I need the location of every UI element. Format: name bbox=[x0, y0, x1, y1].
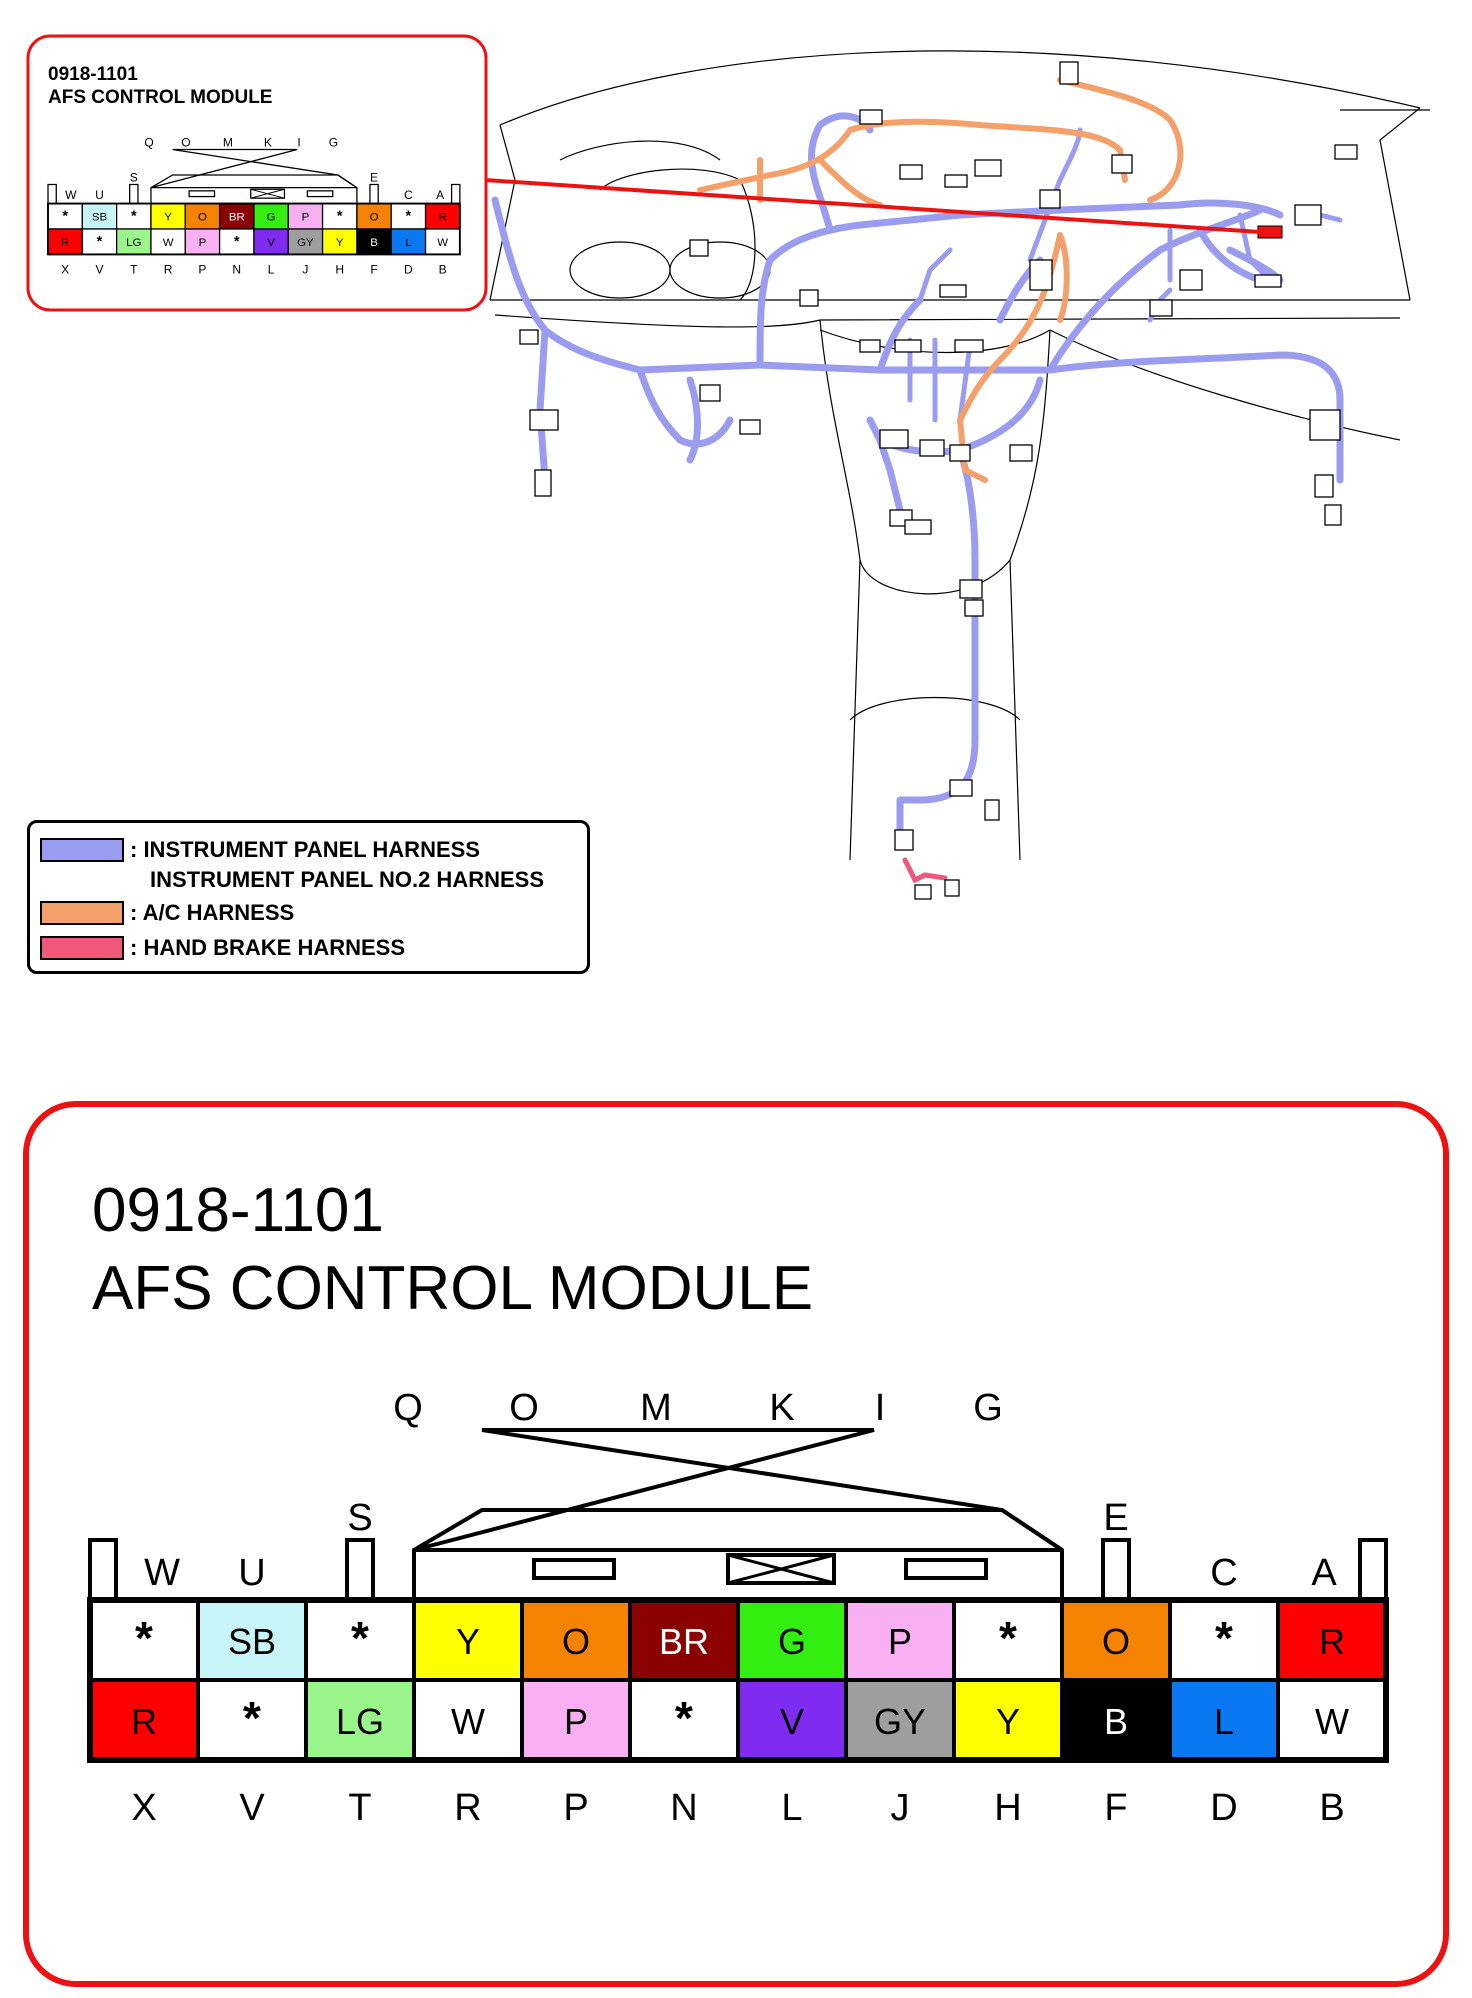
inset-pin-letter-top: Q bbox=[144, 135, 154, 150]
inset-lock-tab-cross bbox=[251, 189, 285, 198]
inset-pin-letter-top: A bbox=[436, 187, 445, 202]
main-pin-code-top: R bbox=[1319, 1621, 1345, 1662]
main-pin-letter-top: K bbox=[769, 1387, 795, 1429]
main-pin-letter-top: W bbox=[144, 1552, 180, 1594]
inset-pin-code-top: P bbox=[301, 211, 310, 224]
main-lock-tab-cross bbox=[728, 1555, 834, 1583]
inset-pin-code-top: * bbox=[405, 208, 412, 225]
legend-swatch-ac bbox=[40, 901, 124, 925]
main-pin-code-bottom: GY bbox=[873, 1701, 927, 1742]
main-pin-code-bottom: W bbox=[1315, 1701, 1349, 1742]
inset-pin-code-bottom: R bbox=[61, 237, 70, 250]
legend-label-ac: : A/C HARNESS bbox=[130, 900, 295, 925]
main-pin-code-top: G bbox=[777, 1621, 807, 1662]
main-pin-code-top: SB bbox=[227, 1621, 277, 1662]
main-guide-post bbox=[1360, 1540, 1386, 1600]
main-guide-post bbox=[90, 1540, 116, 1600]
inset-pin-code-bottom: LG bbox=[126, 237, 142, 250]
ac-harness-lines bbox=[700, 80, 1180, 480]
main-pin-letter-top: C bbox=[1210, 1552, 1238, 1594]
inset-pin-letter-bottom: B bbox=[438, 262, 447, 277]
main-pin-code-top: * bbox=[999, 1612, 1017, 1664]
inset-pin-letter-top: U bbox=[95, 187, 104, 202]
inset-pin-code-bottom: GY bbox=[297, 237, 314, 250]
inset-pin-code-top: R bbox=[438, 211, 447, 224]
legend-item-instrument-panel bbox=[40, 837, 480, 863]
main-pin-letter-bottom: B bbox=[1319, 1787, 1345, 1829]
main-pin-letter-bottom: F bbox=[1104, 1787, 1128, 1829]
main-connector-housing bbox=[414, 1430, 1062, 1600]
main-pin-letter-top: A bbox=[1311, 1552, 1337, 1594]
main-latch-slot-left bbox=[534, 1560, 614, 1578]
main-pin-letter-bottom: V bbox=[239, 1787, 265, 1829]
main-pin-code-top: P bbox=[887, 1621, 913, 1662]
hand-brake-harness-line bbox=[905, 860, 945, 880]
inset-pin-letter-bottom: H bbox=[335, 262, 345, 277]
inset-latch-slot-left bbox=[189, 191, 214, 197]
inset-pin-letter-bottom: R bbox=[163, 262, 173, 277]
inset-pin-letter-bottom: P bbox=[198, 262, 207, 277]
inset-pin-code-top: O bbox=[369, 211, 379, 224]
inset-pin-code-bottom: V bbox=[267, 237, 275, 250]
main-pin-letter-top: M bbox=[640, 1387, 672, 1429]
main-pin-code-bottom: W bbox=[451, 1701, 485, 1742]
inset-pin-code-bottom: W bbox=[162, 237, 174, 250]
main-pin-letter-bottom: R bbox=[454, 1787, 482, 1829]
main-pin-code-top: * bbox=[1215, 1612, 1233, 1664]
inset-pin-letter-bottom: X bbox=[61, 262, 70, 277]
main-pin-code-bottom: * bbox=[675, 1692, 693, 1744]
main-pin-letter-top: U bbox=[238, 1552, 266, 1594]
inset-pin-letter-top: I bbox=[297, 135, 301, 150]
legend-swatch-hand-brake bbox=[40, 936, 124, 960]
inset-connector-lock-edge bbox=[151, 175, 357, 188]
inset-pin-code-top: * bbox=[130, 208, 137, 225]
inset-guide-post bbox=[370, 184, 378, 203]
legend bbox=[27, 820, 590, 974]
inset-pin-letter-bottom: J bbox=[302, 262, 309, 277]
inset-pin-letter-top: O bbox=[181, 135, 191, 150]
inset-guide-post bbox=[48, 184, 56, 203]
main-pin-letter-top: E bbox=[1103, 1497, 1129, 1539]
legend-item-ac bbox=[40, 900, 294, 926]
main-pin-letter-bottom: H bbox=[994, 1787, 1022, 1829]
legend-label-hand-brake: : HAND BRAKE HARNESS bbox=[130, 935, 406, 960]
main-pin-code-bottom: * bbox=[243, 1692, 261, 1744]
inset-guide-post bbox=[452, 184, 460, 203]
inset-pin-code-bottom: * bbox=[233, 234, 240, 251]
inset-connector-housing bbox=[151, 150, 357, 204]
main-pin-letter-bottom: L bbox=[781, 1787, 803, 1829]
inset-pin-letter-bottom: D bbox=[404, 262, 413, 277]
main-pin-code-top: Y bbox=[455, 1621, 481, 1662]
legend-label-instrument-panel: : INSTRUMENT PANEL HARNESS bbox=[130, 837, 480, 862]
inset-pin-letter-bottom: T bbox=[130, 262, 138, 277]
inset-pin-letter-top: G bbox=[328, 135, 339, 150]
legend-label-instrument-panel-2: INSTRUMENT PANEL NO.2 HARNESS bbox=[150, 867, 545, 892]
inset-pin-code-top: * bbox=[62, 208, 69, 225]
main-pin-code-top: BR bbox=[658, 1621, 710, 1662]
inset-pin-code-bottom: B bbox=[370, 237, 378, 250]
inset-pin-letter-top: K bbox=[263, 135, 272, 150]
inset-pin-code-bottom: Y bbox=[335, 237, 344, 250]
main-pin-code-top: * bbox=[351, 1612, 369, 1664]
main-guide-post bbox=[1103, 1540, 1129, 1600]
main-pin-code-bottom: R bbox=[131, 1701, 157, 1742]
main-pin-letter-bottom: D bbox=[1210, 1787, 1238, 1829]
inset-pin-letter-bottom: V bbox=[95, 262, 104, 277]
inset-guide-post bbox=[130, 184, 138, 203]
inset-pin-letter-bottom: L bbox=[267, 262, 275, 277]
inset-pin-code-top: Y bbox=[164, 211, 172, 224]
main-pin-letter-top: S bbox=[347, 1497, 373, 1539]
detail-code: 0918-1101 bbox=[92, 1176, 384, 1245]
main-pin-code-bottom: L bbox=[1213, 1701, 1235, 1742]
main-pin-letter-bottom: T bbox=[348, 1787, 372, 1829]
inset-pin-code-top: O bbox=[197, 211, 207, 224]
detail-title: AFS CONTROL MODULE bbox=[92, 1254, 814, 1323]
main-pin-code-bottom: V bbox=[779, 1701, 805, 1742]
main-pin-letter-top: I bbox=[874, 1387, 886, 1429]
main-pin-code-top: * bbox=[135, 1612, 153, 1664]
inset-pin-letter-top: W bbox=[65, 187, 77, 202]
main-pin-letter-top: O bbox=[509, 1387, 539, 1429]
main-guide-post bbox=[347, 1540, 373, 1600]
main-pin-letter-top: G bbox=[973, 1387, 1003, 1429]
inset-pin-code-top: BR bbox=[228, 211, 245, 224]
main-pin-code-bottom: B bbox=[1103, 1701, 1129, 1742]
legend-swatch-instrument-panel bbox=[40, 838, 124, 862]
inset-code: 0918-1101 bbox=[48, 64, 138, 85]
main-pin-letter-bottom: X bbox=[131, 1787, 157, 1829]
main-pin-code-bottom: P bbox=[563, 1701, 589, 1742]
main-pin-letter-top: Q bbox=[393, 1387, 423, 1429]
inset-pin-letter-bottom: F bbox=[370, 262, 378, 277]
inset-pin-code-bottom: W bbox=[437, 237, 449, 250]
inset-pin-code-bottom: * bbox=[96, 234, 103, 251]
inset-pin-letter-top: C bbox=[404, 187, 413, 202]
main-pin-code-top: O bbox=[561, 1621, 591, 1662]
inset-title: AFS CONTROL MODULE bbox=[48, 87, 273, 108]
inset-pin-letter-bottom: N bbox=[232, 262, 242, 277]
inset-pin-code-top: * bbox=[336, 208, 343, 225]
main-connector bbox=[90, 1387, 1386, 1829]
inset-pin-code-bottom: P bbox=[198, 237, 207, 250]
instrument-panel-harness-lines bbox=[495, 116, 1340, 830]
main-connector-lock-edge bbox=[414, 1510, 1062, 1550]
inset-pin-letter-top: S bbox=[129, 170, 138, 185]
main-pin-code-bottom: LG bbox=[335, 1701, 385, 1742]
main-pin-code-bottom: Y bbox=[995, 1701, 1021, 1742]
inset-pin-code-top: SB bbox=[91, 211, 108, 224]
inset-pin-code-bottom: L bbox=[405, 237, 412, 250]
inset-pin-code-top: G bbox=[266, 211, 276, 224]
inset-connector bbox=[48, 135, 460, 276]
inset-latch-slot-right bbox=[307, 191, 332, 197]
main-latch-slot-right bbox=[906, 1560, 986, 1578]
main-pin-letter-bottom: J bbox=[890, 1787, 910, 1829]
main-pin-letter-bottom: P bbox=[563, 1787, 589, 1829]
afs-connector-location bbox=[1258, 226, 1282, 238]
inset-pin-letter-top: M bbox=[222, 135, 233, 150]
connector-boxes bbox=[520, 62, 1357, 899]
main-pin-code-top: O bbox=[1101, 1621, 1131, 1662]
legend-item-hand-brake bbox=[40, 935, 405, 961]
inset-pin-letter-top: E bbox=[370, 170, 379, 185]
main-pin-letter-bottom: N bbox=[670, 1787, 698, 1829]
